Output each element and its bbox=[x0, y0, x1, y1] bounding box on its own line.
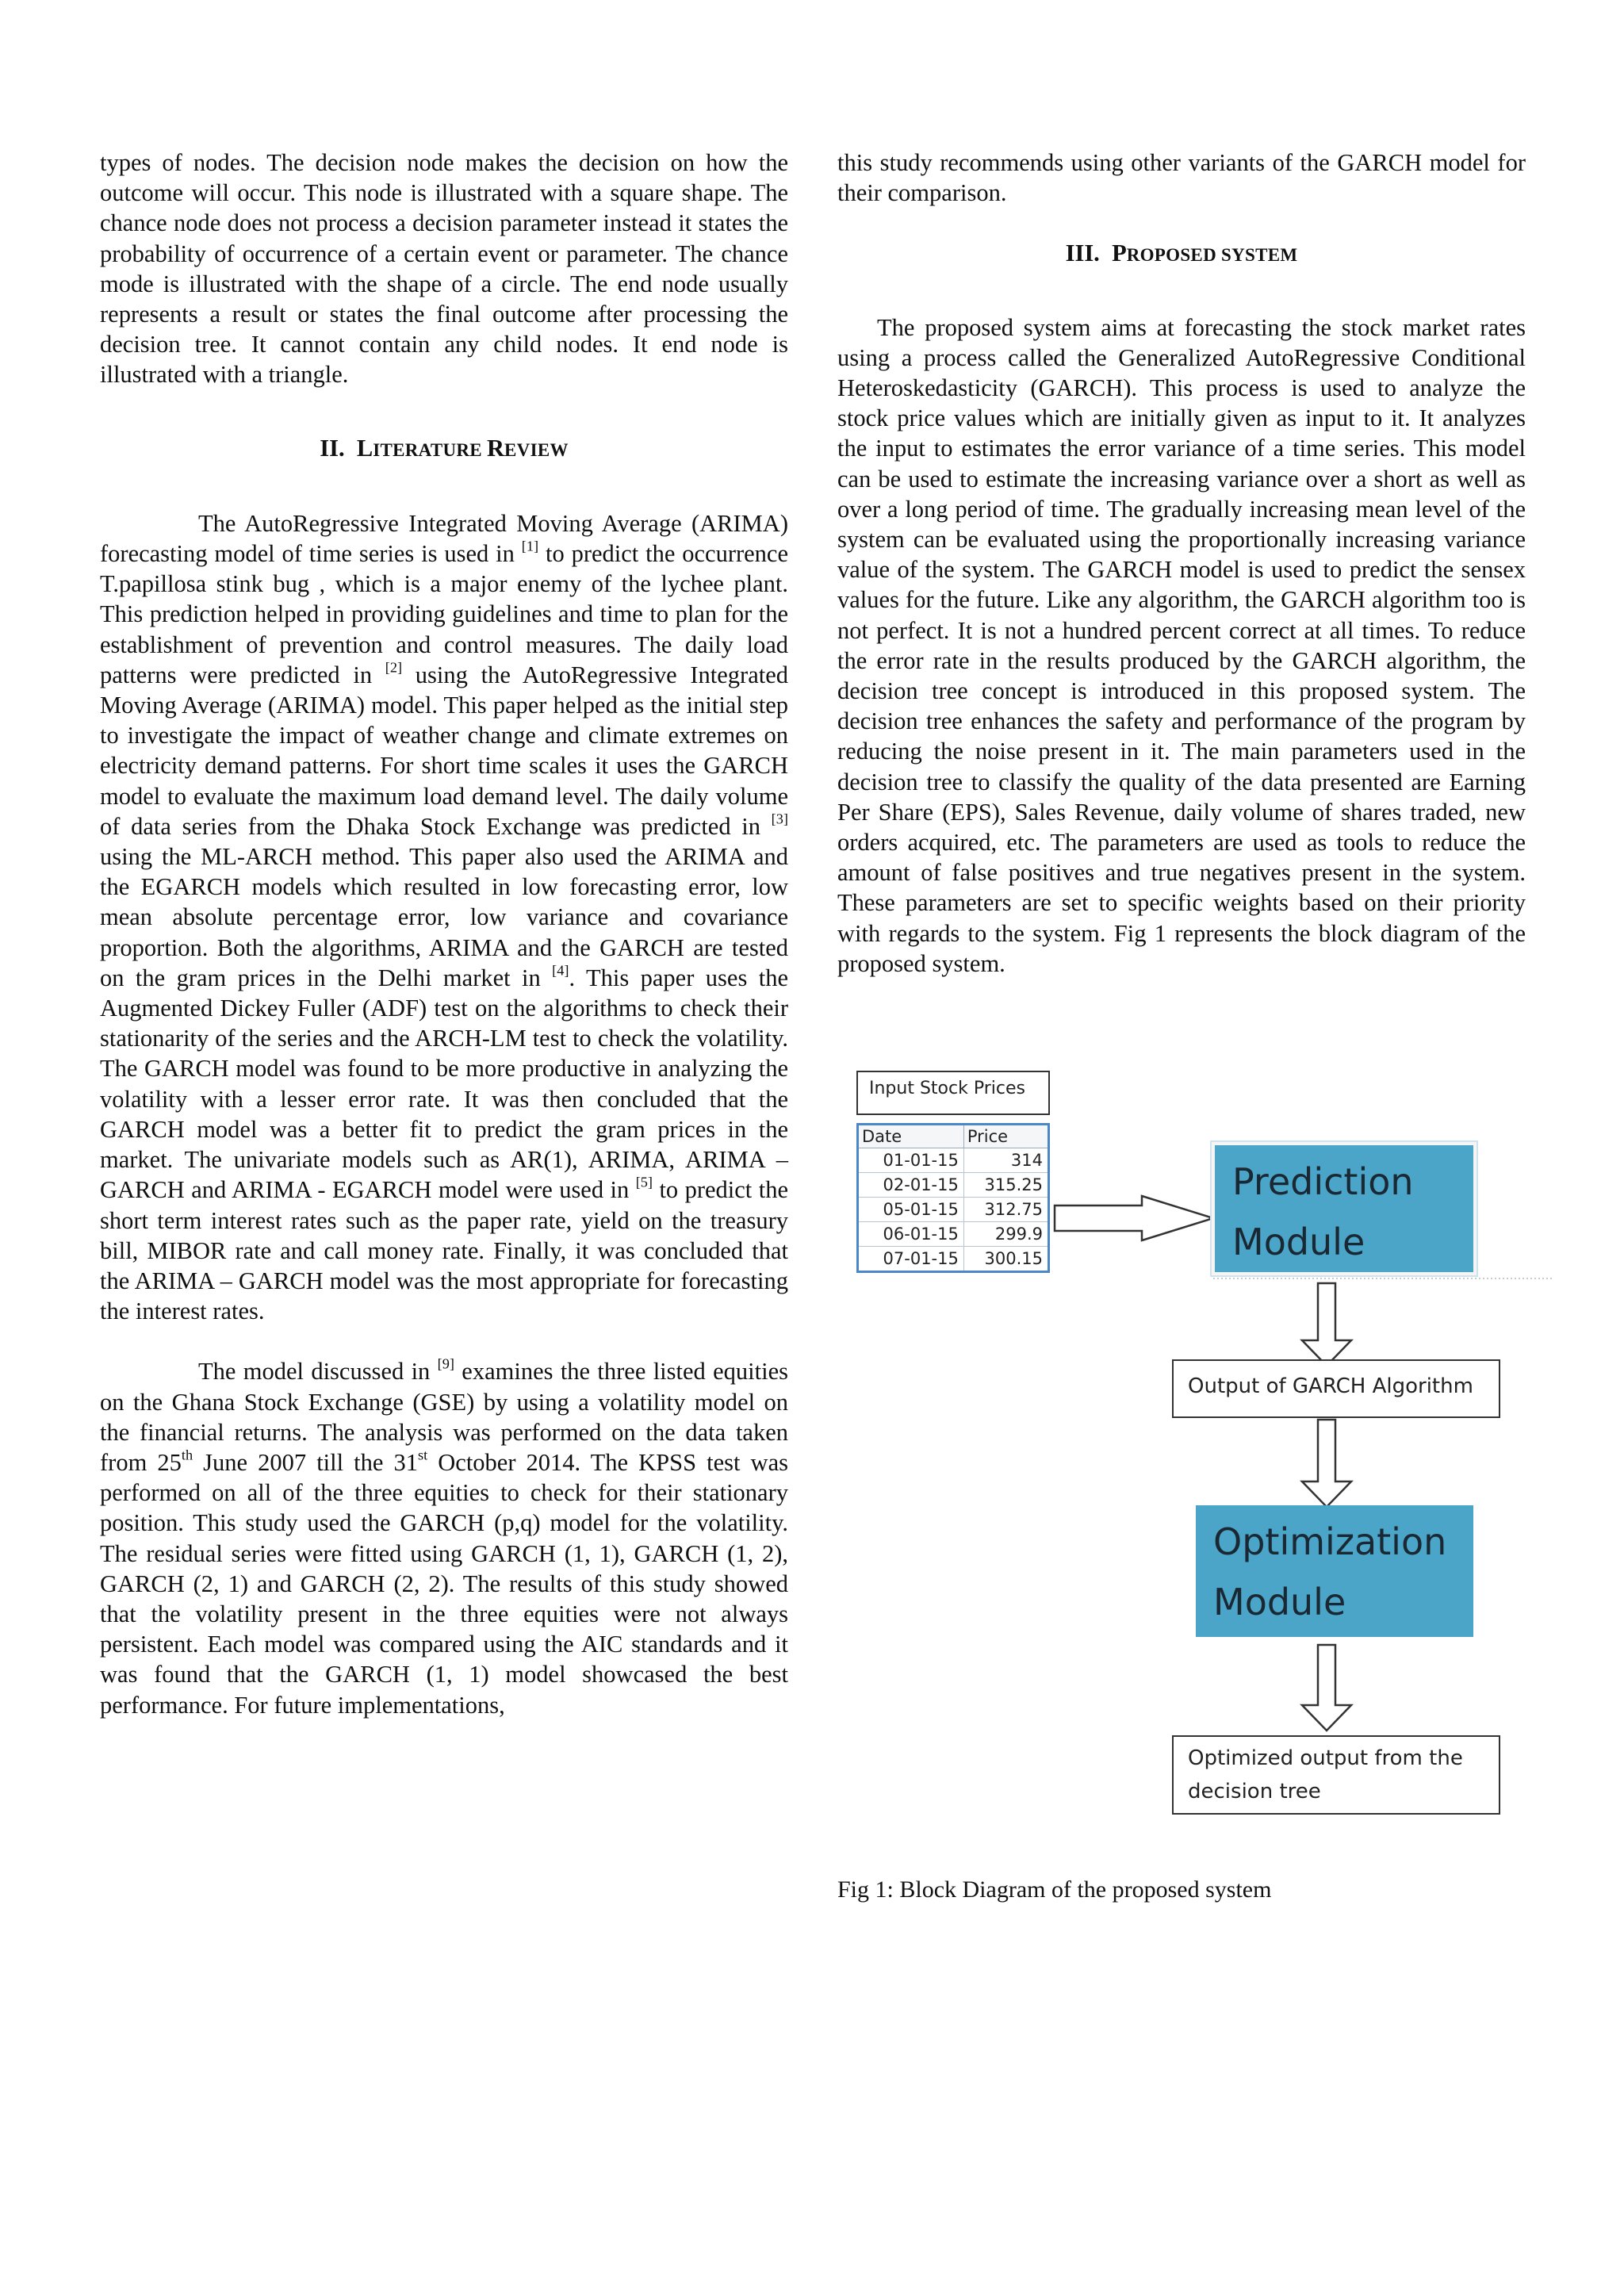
down-arrow-icon bbox=[1302, 1420, 1351, 1507]
table-header-price: Price bbox=[963, 1125, 1048, 1148]
table-row: 05-01-15 312.75 bbox=[858, 1198, 1049, 1222]
paragraph-decision-nodes: types of nodes. The decision node makes the decision on how the outcome will occur. This node is illustrated with a square shape. The chance node does not process a decision parameter instead it states the probability of occurrence of a certain event or parameter. The chance mode is illustrated with the shape of a circle. The end node usually represents a result or states the final outcome after processing the decision tree. It cannot contain any child nodes. It end node is illustrated with a triangle. bbox=[100, 149, 788, 389]
prediction-module: Prediction Module bbox=[1212, 1142, 1477, 1275]
input-stock-prices-label: Input Stock Prices bbox=[856, 1071, 1050, 1115]
paragraph-garch-recommend: this study recommends using other variants of the GARCH model for their comparison. bbox=[837, 149, 1526, 207]
paragraph-literature-ghana: The model discussed in [9] examines the three listed equities on the Ghana Stock Exchange (GSE) by using a volatility model on the financial returns. The analysis was performed on the data taken from 25th June 2007 till the 31st October 2014. The KPSS test was performed on all of the three equities to check for their stationary position. This study used the GARCH (p,q) model for the volatility. The residual series were fitted using GARCH (1, 1), GARCH (1, 2), GARCH (2, 1) and GARCH (2, 2). The results of this study showed that the volatility present in the three equities were not always persistent. Each model was compared using the AIC standards and it was found that the GARCH (1, 1) model showcased the best performance. For future implementations, bbox=[100, 1355, 788, 1719]
citation-1: [1] bbox=[521, 538, 539, 554]
figure-caption: Fig 1: Block Diagram of the proposed system bbox=[837, 1876, 1272, 1903]
paragraph-literature-arima: The AutoRegressive Integrated Moving Average (ARIMA) forecasting model of time series is used in [1] to predict the occurrence T.papillosa stink bug , which is a major enemy of the lychee plant. This prediction helped in providing guidelines and time to plan for the establishment of prevention and control measures. The daily load patterns were predicted in [2] using the AutoRegressive Integrated Moving Average (ARIMA) model. This paper helped as the initial step to investigate the impact of weather change and climate extremes on electricity demand patterns. For short time scales it uses the GARCH model to evaluate the maximum load demand level. The daily volume of data series from the Dhaka Stock Exchange was predicted in [3] using the ML-ARCH method. This paper also used the ARIMA and the EGARCH models which resulted in low forecasting error, low mean absolute percentage error, low variance and covariance proportion. Both the algorithms, ARIMA and the GARCH are tested on the gram prices in the Delhi market in [4]. This paper uses the Augmented Dickey Fuller (ADF) test on the algorithms to check their stationarity of the series and the ARCH-LM test to check the volatility. The GARCH model was found to be more productive in analyzing the volatility with a lesser error rate. It was then concluded that the GARCH model was a better fit to predict the gram prices in the market. The univariate models such as AR(1), ARIMA, ARIMA – GARCH and ARIMA - EGARCH model were used in [5] to predict the short term interest rates such as the paper rate, yield on the treasury bill, MIBOR rate and call money rate. Finally, it was concluded that the ARIMA – GARCH model was the most appropriate for forecasting the interest rates. bbox=[100, 509, 789, 1325]
left-column bbox=[100, 148, 788, 1720]
table-header-date: Date bbox=[858, 1125, 964, 1148]
right-column bbox=[837, 148, 1526, 979]
optimization-module: Optimization Module bbox=[1196, 1505, 1473, 1637]
citation-9: [9] bbox=[437, 1355, 454, 1372]
section-heading-proposed-system: III. PROPOSED SYSTEM bbox=[1065, 240, 1298, 267]
right-arrow-icon bbox=[1055, 1196, 1213, 1240]
section-heading-literature-review: II. LITERATURE REVIEW bbox=[320, 434, 569, 462]
optimized-output-box: Optimized output from the decision tree bbox=[1172, 1735, 1500, 1815]
down-arrow-icon bbox=[1302, 1645, 1351, 1731]
table-row: 06-01-15 299.9 bbox=[858, 1222, 1049, 1247]
table-row: 02-01-15 315.25 bbox=[858, 1173, 1049, 1198]
table-row: 07-01-15 300.15 bbox=[858, 1247, 1049, 1272]
garch-output-box: Output of GARCH Algorithm bbox=[1172, 1359, 1500, 1418]
block-diagram-figure bbox=[841, 1071, 1554, 1824]
citation-4: [4] bbox=[552, 962, 569, 979]
citation-5: [5] bbox=[635, 1174, 653, 1190]
citation-2: [2] bbox=[385, 659, 403, 676]
down-arrow-icon bbox=[1302, 1283, 1351, 1366]
paragraph-proposed-system: The proposed system aims at forecasting the stock market rates using a process called the Generalized AutoRegressive Conditional Heteroskedasticity (GARCH). This process is used to analyze the stock price values which are initially given as input to it. It analyzes the input to estimates the error variance of a time series. This model can be used to estimate the increasing variance over a short as well as over a long period of time. The gradually increasing mean level of the system can be evaluated using the proportionally increasing variance value of the system. The GARCH model is used to predict the sensex values for the future. Like any algorithm, the GARCH algorithm too is not perfect. It is not a hundred percent correct at all times. To reduce the error rate in the results produced by the GARCH algorithm, the decision tree concept is introduced in this proposed system. The decision tree enhances the safety and performance of the program by reducing the noise present in it. The main parameters used in the decision tree to classify the quality of the data presented are Earning Per Share (EPS), Sales Revenue, daily volume of shares traded, new orders acquired, etc. The parameters are used as tools to reduce the amount of false positives and true negatives present in the system. These parameters are set to specific weights based on their priority with regards to the system. Fig 1 represents the block diagram of the proposed system. bbox=[837, 313, 1526, 977]
citation-3: [3] bbox=[771, 811, 788, 827]
table-row: 01-01-15 314 bbox=[858, 1148, 1049, 1173]
